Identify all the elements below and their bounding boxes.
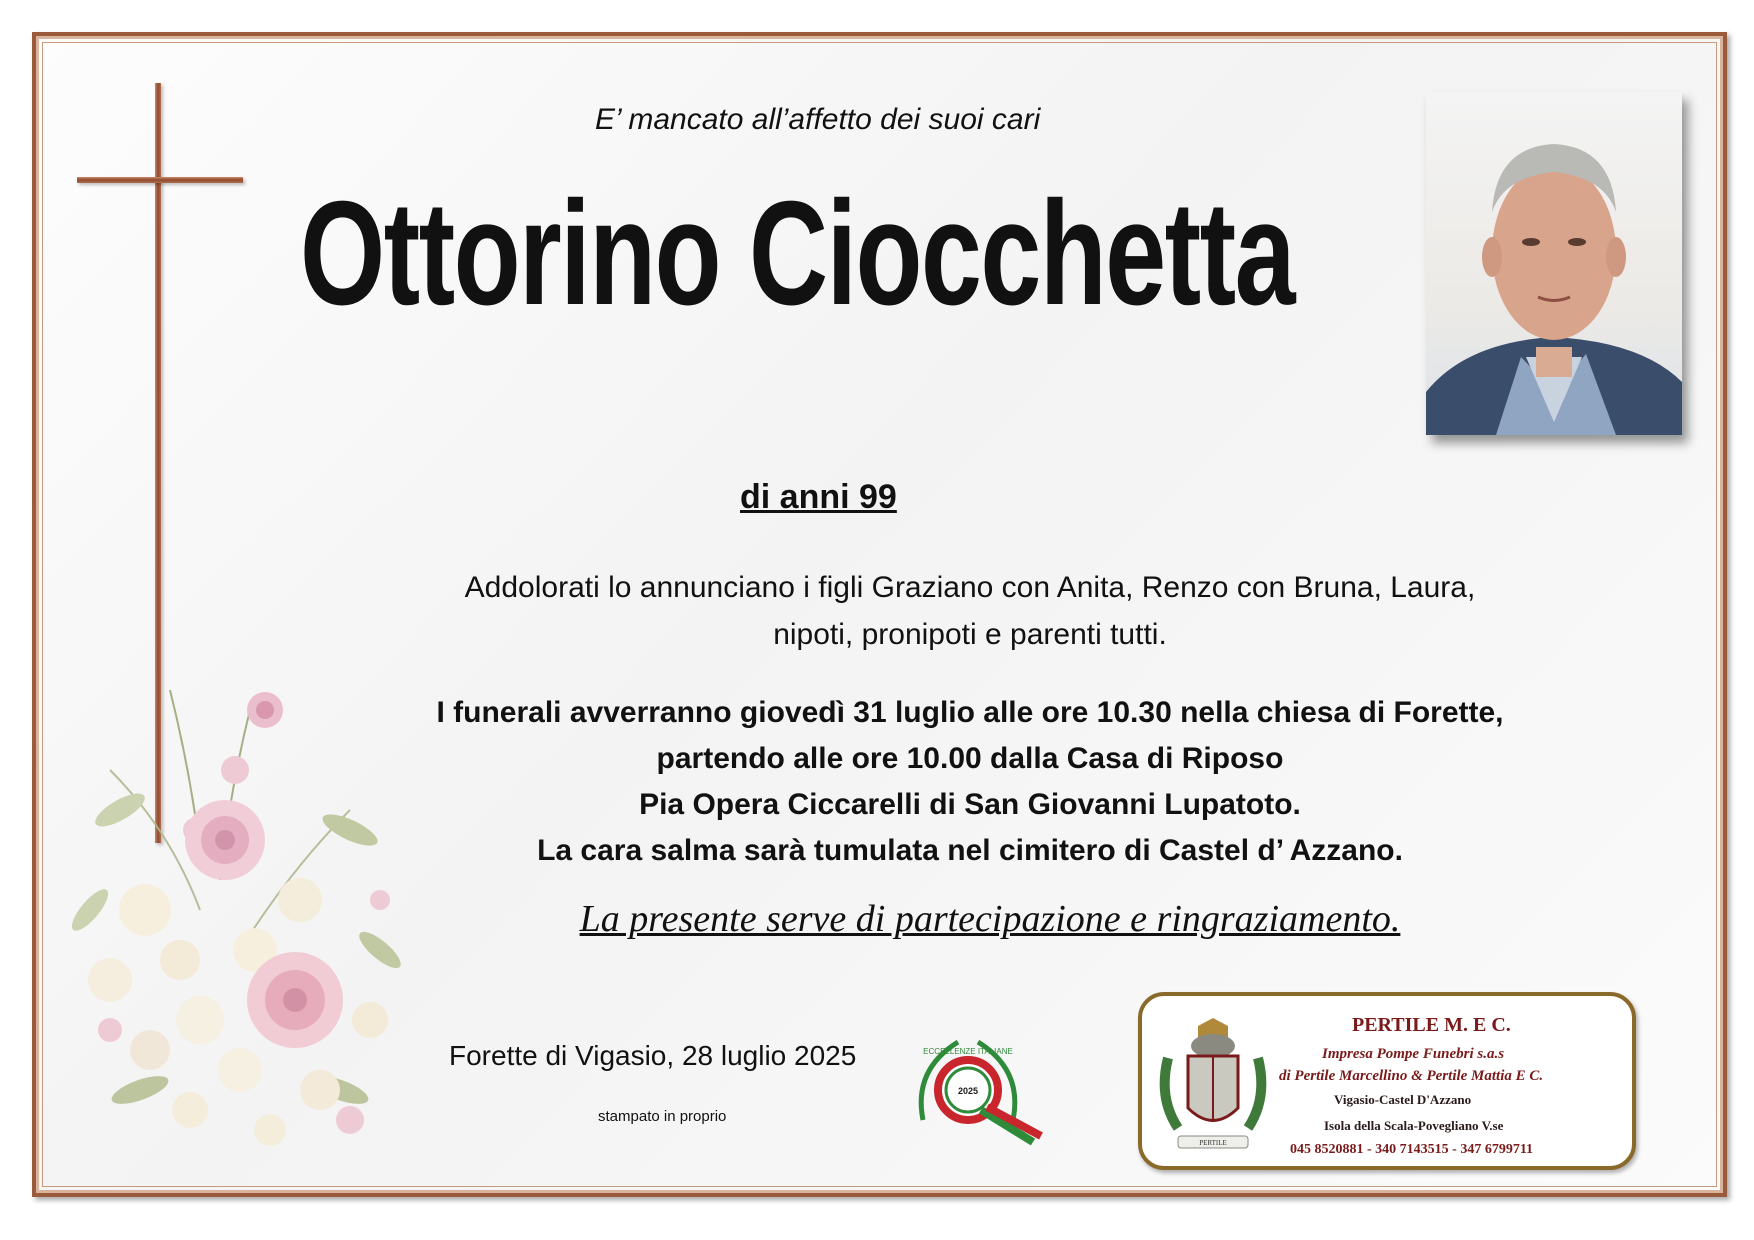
place-date: Forette di Vigasio, 28 luglio 2025: [449, 1040, 857, 1071]
crest-label: PERTILE: [1199, 1139, 1227, 1147]
printed-note: stampato in proprio: [598, 1108, 727, 1125]
company-badge: [1138, 992, 1636, 1170]
age-text: di anni 99: [740, 478, 897, 516]
company-name: PERTILE M. E C.: [1352, 1014, 1511, 1036]
funeral-line-4: La cara salma sarà tumulata nel cimitero di Castel d’ Azzano.: [537, 834, 1403, 867]
company-line-3: Vigasio-Castel D'Azzano: [1334, 1092, 1472, 1107]
intro-text: E’ mancato all’affetto dei suoi cari: [595, 103, 1041, 136]
company-line-4: Isola della Scala-Povegliano V.se: [1324, 1118, 1504, 1133]
funeral-line-2: partendo alle ore 10.00 dalla Casa di Riposo: [656, 742, 1284, 775]
company-line-2: di Pertile Marcellino & Pertile Mattia E C.: [1279, 1068, 1544, 1084]
cross-horizontal-bar: [77, 177, 243, 183]
funeral-line-1: I funerali avverranno giovedì 31 luglio alle ore 10.30 nella chiesa di Forette,: [436, 696, 1504, 729]
funeral-line-3: Pia Opera Ciccarelli di San Giovanni Lupatoto.: [639, 788, 1301, 821]
company-phones: 045 8520881 - 340 7143515 - 347 6799711: [1290, 1142, 1534, 1157]
eccellenze-italiane-seal-icon: [903, 1030, 1053, 1150]
announcement-line-1: Addolorati lo annunciano i figli Graziano con Anita, Renzo con Bruna, Laura,: [464, 571, 1476, 604]
deceased-name: Ottorino Ciocchetta: [300, 171, 1295, 336]
flower-bouquet-illustration: [50, 650, 420, 1170]
seal-year: 2025: [957, 1086, 979, 1096]
family-crest-icon: [1158, 1018, 1268, 1158]
announcement-line-2: nipoti, pronipoti e parenti tutti.: [773, 618, 1167, 651]
seal-arc-text: ECCELLENZE ITALIANE: [923, 1047, 1013, 1056]
portrait-photo: [1426, 92, 1682, 435]
thanks-text: La presente serve di partecipazione e ringraziamento.: [579, 898, 1401, 940]
company-line-1: Impresa Pompe Funebri s.a.s: [1322, 1046, 1505, 1062]
